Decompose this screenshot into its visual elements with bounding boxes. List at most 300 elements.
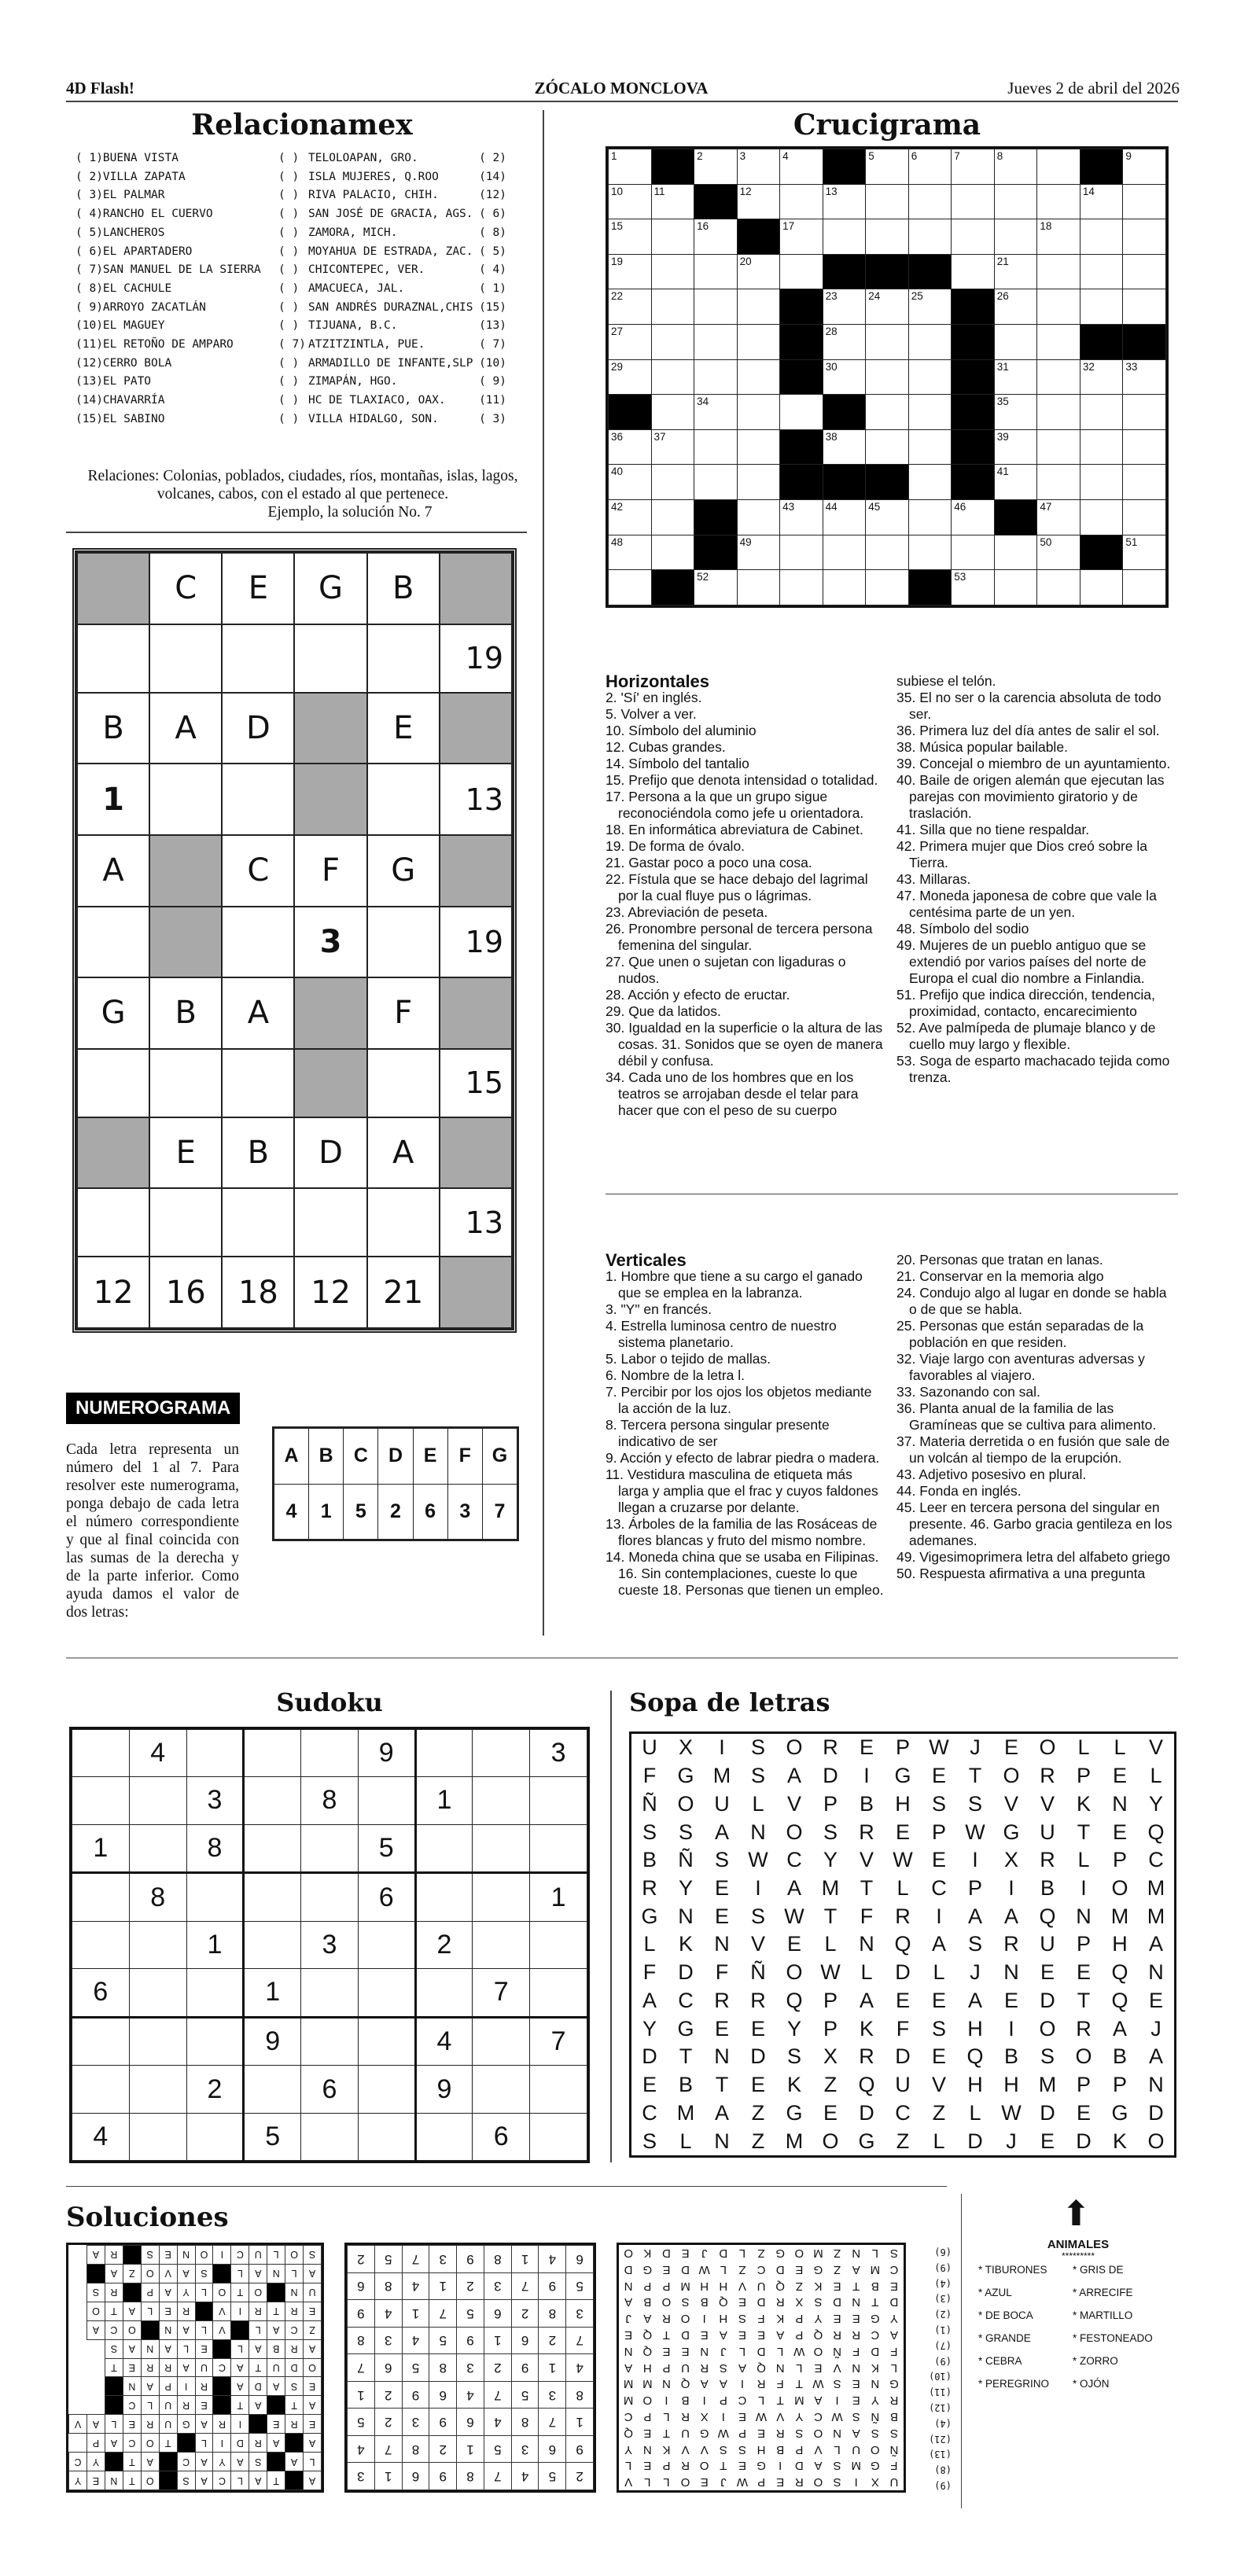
rel-number: ( 2) [479, 152, 506, 164]
crossword-cell: 36 [609, 429, 652, 465]
sopa-letter: R [859, 1820, 874, 1844]
solution-cell: U [159, 2396, 177, 2415]
solution-sudoku-cell: 4 [457, 2381, 484, 2409]
sudoku-cell: 6 [72, 1969, 130, 2018]
solution-sudoku-cell: 1 [566, 2409, 594, 2436]
sopa-letter: V [859, 1848, 874, 1872]
sopa-letter: B [678, 2072, 693, 2096]
solution-sopa-letter: N [624, 2279, 633, 2293]
sopa-letter: M [1110, 1904, 1129, 1928]
crossword-cell [952, 254, 995, 289]
solution-cell: C [123, 2434, 141, 2453]
solution-sopa-letter: L [738, 2246, 746, 2260]
solution-sudoku-cell: 6 [402, 2463, 429, 2490]
sopa-letter: G [677, 1764, 694, 1788]
solution-cell: A [267, 2434, 285, 2453]
solution-cell: T [123, 2471, 141, 2490]
vertical-clue: 24. Condujo algo al lugar en donde se habla o de que se habla. [896, 1285, 1167, 1317]
solution-sopa-letter: N [833, 2426, 841, 2440]
sopa-letter: K [1076, 1791, 1091, 1816]
solution-sudoku-cell: 9 [457, 2327, 484, 2354]
rel-answer: ( ) [278, 394, 300, 407]
solution-sopa-letter: D [662, 2246, 671, 2260]
solution-cell: V [159, 2264, 177, 2283]
crossword-cell: 5 [866, 149, 909, 185]
numgrid-cell [77, 907, 149, 978]
solution-sopa-letter: T [720, 2459, 727, 2473]
verticales-col-b [896, 1252, 1176, 1582]
numgrid-cell [440, 977, 512, 1049]
solution-sopa-letter: Y [871, 2394, 879, 2408]
solution-cell: L [141, 2302, 159, 2320]
crossword-cell: 31 [994, 359, 1037, 395]
solution-sopa-letter: O [680, 2475, 690, 2490]
rel-number: ( 7) [479, 338, 506, 351]
solution-cell: A [87, 2320, 105, 2339]
solution-sopa-letter: D [681, 2328, 690, 2342]
solution-rel-number: (11) [929, 2386, 952, 2398]
numgrid-cell: F [294, 835, 366, 907]
crossword-cell [780, 184, 823, 219]
rel-right: TELOLOAPAN, GRO. [308, 152, 418, 164]
solution-sopa-letter: G [775, 2246, 786, 2260]
horizontal-clue: 29. Que da latidos. [606, 1003, 721, 1019]
solution-sopa-letter: M [642, 2377, 653, 2391]
solution-sopa-letter: R [775, 2295, 785, 2309]
numgrid-cell [149, 764, 222, 835]
solution-cell: U [195, 2358, 213, 2377]
horizontal-clue: 14. Símbolo del tantalio [606, 756, 749, 771]
solution-sopa-letter: S [795, 2426, 804, 2440]
horizontal-clue: 42. Primera mujer que Dios creó sobre la Tierra. [896, 838, 1148, 870]
sopa-letter: L [933, 2129, 945, 2153]
animal-item: * OJÓN [1073, 2378, 1110, 2390]
rel-number: (10) [479, 356, 506, 370]
solution-sopa-letter: T [795, 2377, 803, 2391]
sudoku-cell [186, 1969, 244, 2018]
sopa-letter: S [823, 1820, 838, 1844]
solution-cell: O [285, 2246, 304, 2265]
solution-sopa-letter: B [776, 2442, 785, 2456]
sopa-letter: Ñ [750, 1960, 766, 1985]
crossword-cell [1037, 149, 1080, 185]
sopa-letter: E [895, 1820, 910, 1844]
sopa-letter: S [1040, 2044, 1055, 2069]
solution-sopa-letter: S [833, 2459, 841, 2473]
numgrid-cell [149, 835, 222, 907]
crossword-cell: 35 [994, 395, 1037, 430]
sopa-letter: Z [896, 2129, 910, 2153]
crossword-cell: 11 [651, 184, 694, 219]
sudoku-cell: 4 [72, 2113, 130, 2160]
sopa-letter: D [750, 2044, 766, 2069]
solution-cell: A [177, 2358, 195, 2377]
solution-rel-number: (1) [934, 2324, 952, 2336]
sopa-letter: Q [1111, 1960, 1128, 1985]
sopa-letter: K [786, 2072, 801, 2096]
solution-cell: S [177, 2471, 195, 2490]
sopa-letter: A [1112, 2016, 1127, 2041]
horizontal-clue: 35. El no ser o la carencia absoluta de todo ser. [896, 690, 1161, 722]
crossword-cell [651, 535, 694, 570]
sopa-letter: S [678, 1820, 693, 1844]
sudoku-cell [244, 1777, 301, 1824]
solution-cell: A [249, 2396, 267, 2415]
sopa-letter: F [715, 1960, 729, 1985]
solution-sopa-letter: W [717, 2426, 729, 2440]
solution-cell: E [87, 2471, 105, 2490]
sopa-letter: A [931, 1932, 946, 1956]
crossword-cell: 18 [1037, 219, 1080, 255]
solution-cell: A [105, 2264, 123, 2283]
crossword-black-cell [780, 289, 823, 325]
numgrid-cell: 13 [440, 1188, 512, 1257]
solution-sopa-letter: M [623, 2377, 634, 2391]
sopa-letter: U [714, 1791, 730, 1816]
solution-sopa-letter: D [833, 2295, 841, 2309]
solution-sudoku-cell: 1 [429, 2272, 457, 2300]
solution-sudoku-cell: 7 [566, 2327, 594, 2354]
sopa-letter: M [821, 1875, 840, 1900]
sudoku-cell: 6 [301, 2066, 359, 2113]
sopa-letter: F [896, 2016, 910, 2041]
solution-sudoku-cell: 2 [374, 2409, 402, 2436]
solution-sopa-letter: E [776, 2475, 785, 2490]
solution-sopa-letter: N [662, 2377, 671, 2391]
rel-left: ( 9)ARROYO ZACATLÁN [75, 300, 206, 314]
horizontal-clue: 51. Prefijo que indica dirección, tendencia, proximidad, contacto, encarecimiento [896, 987, 1155, 1019]
sopa-letter: D [895, 2044, 911, 2069]
header-rule [66, 101, 1178, 102]
solution-sopa-letter: E [643, 2459, 652, 2473]
solution-cell: A [141, 2377, 159, 2396]
sopa-letter: I [1008, 2016, 1014, 2041]
solution-sopa-letter: F [776, 2377, 784, 2391]
solution-sopa-letter: P [757, 2475, 766, 2490]
solution-black-cell [213, 2396, 231, 2415]
sopa-letter: A [786, 1875, 801, 1900]
solution-sopa-letter: A [852, 2426, 860, 2440]
solution-cell: A [195, 2415, 213, 2434]
solution-cell: E [195, 2396, 213, 2415]
sopa-letter: T [968, 1764, 982, 1788]
crossword-black-cell [694, 500, 738, 535]
solution-sopa-letter: S [833, 2377, 841, 2391]
sudoku-cell: 8 [301, 1777, 359, 1824]
sudoku-cell [129, 1921, 186, 1968]
sopa-letter: U [642, 1735, 657, 1760]
sopa-letter: E [859, 1735, 874, 1760]
sopa-letter: V [1040, 1791, 1055, 1816]
sudoku-cell [186, 2017, 244, 2066]
sudoku-cell: 5 [244, 2113, 301, 2160]
animal-item: * CEBRA [978, 2355, 1022, 2367]
crossword-cell [651, 219, 694, 255]
crossword-grid [606, 146, 1169, 608]
solution-sopa-letter: E [738, 2328, 746, 2342]
vertical-clue: 1. Hombre que tiene a su cargo el ganado que se emplea en la labranza. [606, 1268, 863, 1301]
solution-sudoku-cell: 8 [429, 2354, 457, 2382]
crossword-cell: 24 [866, 289, 909, 325]
solution-cell: R [195, 2377, 213, 2396]
solution-sopa-letter: R [794, 2475, 804, 2490]
solution-sudoku-cell: 5 [566, 2272, 594, 2300]
animal-item: * ARRECIFE [1073, 2287, 1133, 2298]
sopa-letter: J [970, 1735, 981, 1760]
crossword-cell [1080, 570, 1123, 605]
animales-stars: ********* [1061, 2250, 1095, 2261]
solution-cell: G [177, 2415, 195, 2434]
sopa-letter: U [1040, 1932, 1055, 1956]
crossword-cell [780, 395, 823, 430]
solution-sopa-letter: D [775, 2262, 785, 2276]
solution-black-cell [105, 2453, 123, 2471]
numgrid-cell [77, 1049, 149, 1117]
solution-sudoku-cell: 6 [348, 2272, 375, 2300]
horizontal-clue: 5. Volver a ver. [606, 706, 697, 722]
crossword-black-cell [952, 359, 995, 395]
solution-sopa-letter: R [681, 2409, 690, 2423]
solution-cell: P [159, 2377, 177, 2396]
vertical-clue: 37. Materia derretida o en fusión que sale de un volcán al tiempo de la erupción. [896, 1433, 1170, 1466]
solution-cell: S [285, 2377, 304, 2396]
solution-rel-number: (3) [934, 2293, 952, 2305]
solution-sopa-letter: N [852, 2246, 861, 2260]
sopa-letter: N [678, 1904, 694, 1928]
sopa-letter: J [970, 1960, 981, 1985]
sudoku-cell [473, 2017, 530, 2066]
sopa-letter: Z [751, 2129, 765, 2153]
crossword-black-cell [1123, 325, 1166, 360]
sopa-letter: L [679, 2129, 692, 2153]
sopa-letter: N [750, 1820, 766, 1844]
solution-sopa-letter: H [700, 2279, 709, 2293]
solution-sudoku-cell: 4 [511, 2463, 539, 2490]
rel-answer: ( ) [278, 226, 300, 239]
solution-sopa-letter: G [889, 2377, 899, 2391]
solution-cell: V [213, 2320, 231, 2339]
sopa-letter: A [967, 1904, 982, 1928]
sudoku-cell [72, 2017, 130, 2066]
solution-sudoku [344, 2243, 596, 2493]
sopa-letter: W [929, 1735, 949, 1760]
sudoku-cell [415, 1730, 473, 1777]
solution-sopa-letter: S [738, 2442, 746, 2456]
sopa-letter: A [1148, 1932, 1163, 1956]
solution-cell: A [304, 2264, 322, 2283]
solution-cell: P [141, 2283, 159, 2302]
crossword-cell [694, 325, 738, 360]
solution-sopa-letter: E [795, 2262, 804, 2276]
solution-sudoku-cell: 9 [566, 2435, 594, 2463]
horizontal-clue: 36. Primera luz del día antes de salir el sol. [896, 723, 1160, 738]
sopa-letter: W [893, 1848, 913, 1872]
solution-cell: L [195, 2434, 213, 2453]
sudoku-cell: 9 [415, 2066, 473, 2113]
solution-cell: C [69, 2453, 87, 2471]
solution-cell: S [87, 2283, 105, 2302]
solution-sopa-letter: Q [718, 2295, 728, 2309]
vertical-clue: 36. Planta anual de la familia de las Gramíneas que se cultiva para alimento. [896, 1400, 1157, 1433]
solution-cell: S [304, 2246, 322, 2265]
solution-sopa-letter: Y [889, 2312, 898, 2326]
crossword-cell [1080, 289, 1123, 325]
solution-black-cell [105, 2377, 123, 2396]
solution-rel-number: (9) [934, 2355, 952, 2367]
sopa-letter: E [1076, 2100, 1091, 2125]
relacionamex-title: Relacionamex [191, 109, 413, 142]
rel-answer: ( ) [278, 319, 300, 333]
solution-sopa-letter: L [738, 2344, 746, 2358]
sopa-letter: E [931, 2044, 946, 2069]
sudoku-cell [186, 1730, 244, 1777]
sudoku-cell [415, 1873, 473, 1922]
sopa-letter: M [712, 1764, 731, 1788]
sopa-letter: N [1148, 2072, 1164, 2096]
sudoku-cell [415, 1824, 473, 1873]
vertical-clue: 13. Árboles de la familia de las Rosáceas de flores blancas y fruto del mismo nombre. [606, 1516, 878, 1548]
solution-black-cell [213, 2377, 231, 2396]
solution-cell: D [231, 2434, 249, 2453]
sopa-letter: O [786, 1960, 803, 1985]
sudoku-cell [129, 2113, 186, 2160]
sudoku-cell: 2 [415, 1921, 473, 1968]
numgrid-cell [77, 1188, 149, 1257]
solution-cell: T [105, 2358, 123, 2377]
sudoku-cell [473, 1873, 530, 1922]
animal-item: * PEREGRINO [978, 2378, 1050, 2390]
solution-sopa-letter: N [642, 2442, 652, 2456]
solution-black-cell [123, 2246, 141, 2265]
rel-answer: ( ) [278, 282, 300, 295]
sopa-letter: A [1003, 1904, 1018, 1928]
solution-cell: A [231, 2453, 249, 2471]
solution-sopa-letter: S [719, 2361, 727, 2375]
numgrid-cell: A [367, 1117, 440, 1189]
solution-black-cell [177, 2434, 195, 2453]
solution-sopa-letter: B [643, 2295, 652, 2309]
horizontal-clue: 43. Millaras. [896, 871, 971, 887]
relacionamex-row [75, 149, 506, 168]
sudoku-cell [473, 1921, 530, 1968]
crossword-black-cell [780, 429, 823, 465]
key-value: 5 [344, 1484, 378, 1540]
solution-sudoku-cell: 7 [511, 2272, 539, 2300]
sudoku-cell [301, 1873, 359, 1922]
solution-cell: L [231, 2339, 249, 2358]
crossword-cell: 13 [823, 184, 866, 219]
numerograma-instructions: Cada letra representa un número del 1 al 7. Para resolver este numerograma, ponga debajo de cada letra el número correspondiente y que al final coincida con las sumas de la derecha y de la parte inferior. Como ayuda damos el valor de dos letras: [66, 1441, 239, 1621]
sopa-letter: S [931, 2016, 946, 2041]
solution-sopa-letter: D [871, 2344, 880, 2358]
sopa-letter: S [750, 1904, 765, 1928]
solution-sopa-letter: Z [795, 2279, 803, 2293]
crossword-cell [1123, 184, 1166, 219]
solution-cell: R [105, 2246, 123, 2265]
solution-cell: N [159, 2320, 177, 2339]
solution-cell: O [304, 2358, 322, 2377]
solution-sopa-letter: H [719, 2312, 728, 2326]
solution-sopa-letter: T [662, 2328, 671, 2342]
solution-sopa-letter: I [702, 2394, 706, 2408]
solution-rel-number: (4) [934, 2277, 952, 2289]
solution-cell: A [159, 2283, 177, 2302]
solution-cell: T [267, 2471, 285, 2490]
horizontal-clue: 22. Fístula que se hace debajo del lagrimal por la cual fluye pus o lágrimas. [606, 871, 868, 903]
sopa-letter: O [1111, 1875, 1128, 1900]
sopa-letter: V [1003, 1791, 1018, 1816]
crossword-cell [651, 395, 694, 430]
solution-sudoku-cell: 1 [457, 2435, 484, 2463]
relacionamex-list [75, 149, 506, 429]
solution-sopa-letter: O [699, 2459, 709, 2473]
sopa-letter: H [1112, 1932, 1128, 1956]
crossword-cell: 53 [952, 570, 995, 605]
solution-cell: L [267, 2246, 285, 2265]
solution-cell: A [159, 2339, 177, 2358]
solution-black-cell [141, 2320, 159, 2339]
vertical-clue: 44. Fonda en inglés. [896, 1483, 1022, 1499]
sudoku-cell [72, 1730, 130, 1777]
rel-left: ( 6)EL APARTADERO [75, 245, 193, 258]
crossword-cell: 49 [737, 535, 780, 570]
sopa-letter: N [1076, 1904, 1092, 1928]
crossword-black-cell [780, 465, 823, 500]
solution-sudoku-cell: 9 [402, 2381, 429, 2409]
sopa-letter: C [678, 1988, 694, 2012]
solution-sopa-letter: T [852, 2279, 860, 2293]
solution-sudoku-cell: 3 [539, 2381, 566, 2409]
sudoku-cell [244, 1921, 301, 1968]
horizontales-title: Horizontales [606, 672, 710, 691]
solution-cell: T [123, 2453, 141, 2471]
crossword-black-cell [952, 395, 995, 430]
solution-sopa-letter: M [813, 2246, 823, 2260]
solution-sudoku-cell: 9 [539, 2272, 566, 2300]
solution-sopa-letter: N [852, 2295, 861, 2309]
solution-sopa-letter: K [776, 2312, 785, 2326]
solution-cell: A [123, 2302, 141, 2320]
sopa-letter: R [750, 1988, 766, 2012]
horizontal-clue: 10. Símbolo del aluminio [606, 723, 757, 738]
sopa-letter: V [786, 1791, 801, 1816]
solution-cell: N [267, 2264, 285, 2283]
sopa-letter: P [823, 1988, 838, 2012]
solution-sopa-letter: C [738, 2394, 747, 2408]
rel-right: ATZITZINTLA, PUE. [308, 338, 425, 351]
crossword-cell [908, 359, 952, 395]
solution-sopa-letter: S [719, 2442, 727, 2456]
sopa-grid [629, 1731, 1176, 2158]
sopa-letter: D [1040, 2100, 1055, 2125]
crossword-cell [994, 184, 1037, 219]
sopa-letter: P [967, 1875, 982, 1900]
solution-cell: A [285, 2453, 304, 2471]
crossword-cell [994, 535, 1037, 570]
crossword-cell [823, 570, 866, 605]
solution-sopa-letter: R [662, 2312, 671, 2326]
key-value: 2 [378, 1484, 413, 1540]
solution-cell: L [141, 2396, 159, 2415]
solution-sopa-letter: D [624, 2262, 633, 2276]
numgrid-cell: E [367, 693, 440, 764]
rel-number: (11) [479, 394, 506, 407]
solution-cell: A [231, 2377, 249, 2396]
sopa-letter: M [676, 2100, 695, 2125]
rel-number: ( 3) [479, 412, 506, 425]
solution-sopa-letter: I [740, 2377, 745, 2391]
crossword-cell [737, 500, 780, 535]
